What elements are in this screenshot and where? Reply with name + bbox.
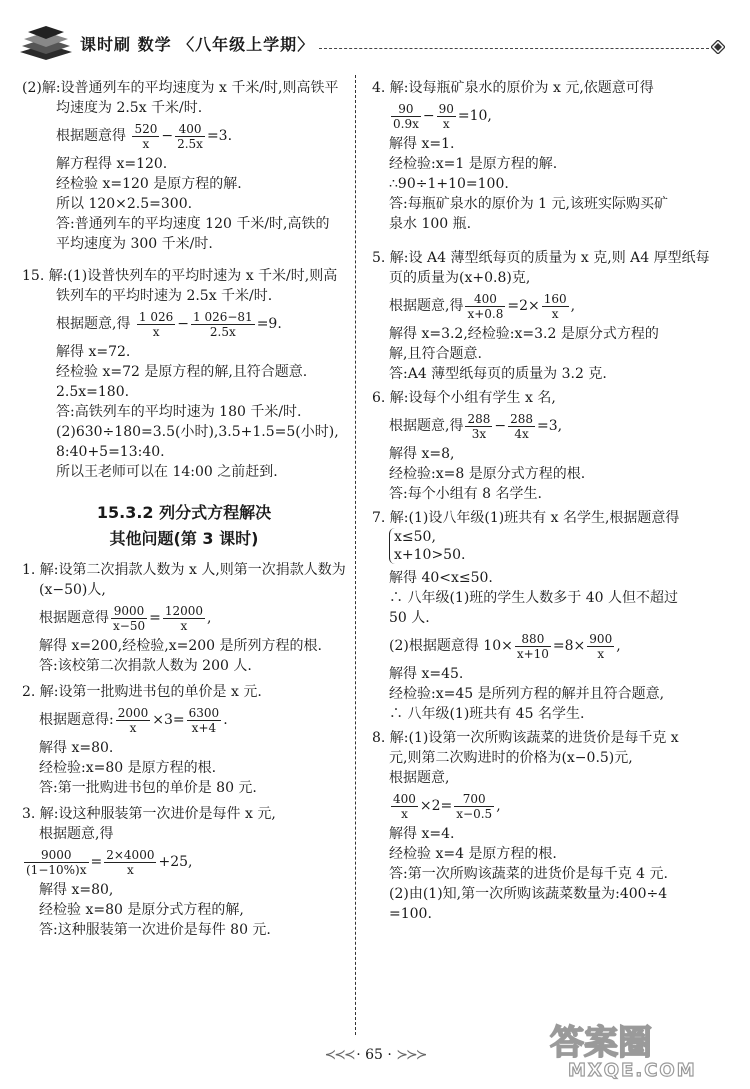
text-line: 元,则第二次购进时的价格为(x−0.5)元, <box>389 750 633 766</box>
text-line: 3. 解:设这种服装第一次进价是每件 x 元, <box>22 806 276 822</box>
text-line: 经检验 x=120 是原方程的解. <box>56 176 242 192</box>
text-line: 解得 x=8, <box>389 446 455 462</box>
numerator: 9000 <box>111 604 147 619</box>
inequality-system <box>372 528 712 568</box>
text-line: 经检验 x=80 是原分式方程的解, <box>39 902 244 918</box>
equation-suffix: =9. <box>256 316 282 332</box>
text-line: 经检验 x=72 是原方程的解,且符合题意. <box>56 364 308 380</box>
equation-prefix: 根据题意,得 <box>389 418 464 434</box>
denominator: 4x <box>514 426 529 441</box>
equation-operator: ×3= <box>152 712 185 728</box>
equation-operator: ×2= <box>419 798 453 814</box>
text-line: 6. 解:设每个小组有学生 x 名, <box>372 390 556 406</box>
text-line: 根据题意, <box>389 770 450 786</box>
text-line: 解得 x=80. <box>39 740 114 756</box>
text-line: 解得 x=1. <box>389 136 455 152</box>
equation-suffix: =3. <box>206 128 233 144</box>
text-line: 解得 x=72. <box>56 344 131 360</box>
text-line: (x−50)人, <box>39 582 106 598</box>
equation-line: (2)根据题意得 10× $\frac{880}{x+10}$ =8× $\frac{900}{x}$ , <box>389 631 621 661</box>
text-line: 答:第一批购进书包的单价是 80 元. <box>39 780 257 796</box>
text-line: 答:这种服装第一次进价是每件 80 元. <box>39 922 271 938</box>
text-line: 解得 x=200,经检验,x=200 是所列方程的根. <box>39 638 322 654</box>
watermark-text-top: 答案圈 <box>550 1023 652 1063</box>
text-line: 解得 40<x≤50. <box>389 570 493 586</box>
text-line: 均速度为 2.5x 千米/时. <box>56 100 203 116</box>
fraction <box>191 310 255 339</box>
denominator: 2.5x <box>209 324 236 339</box>
numerator: 9000 <box>24 848 89 863</box>
equation-line: 根据题意得: $\frac{2000}{x}$ ×3= $\frac{6300}{x+4}$ . <box>39 705 228 735</box>
equation-line: $\frac{400}{x}$ ×2= $\frac{700}{x-0.5}$ , <box>393 791 501 821</box>
equation-line: $\frac{9000}{(1-10\%)x}$ = $\frac{2\times 4000}{x}$ +25, <box>26 847 193 877</box>
denominator: x+4 <box>191 720 217 735</box>
fraction <box>587 632 614 661</box>
fraction <box>437 102 456 131</box>
fraction <box>104 848 156 877</box>
denominator: 3x <box>471 426 487 441</box>
inequality: x+10>50. <box>394 547 466 563</box>
text-line: 答:该校第二次捐款人数为 200 人. <box>39 658 252 674</box>
watermark-text-bottom: MXQE.COM <box>568 1060 697 1080</box>
denominator: 0.9x <box>393 116 419 131</box>
text-line: 1. 解:设第二次捐款人数为 x 人,则第一次捐款人数为 <box>22 562 346 578</box>
text-line: 7. 解:(1)设八年级(1)班共有 x 名学生,根据题意得 <box>372 510 680 526</box>
equation-operator: =8× <box>552 638 586 654</box>
fraction <box>515 632 551 661</box>
equation-prefix: 根据题意,得 <box>56 316 131 332</box>
text-line: 答:每瓶矿泉水的原价为 1 元,该班实际购买矿 <box>389 196 668 212</box>
text-line: 铁列车的平均时速为 2.5x 千米/时. <box>56 288 273 304</box>
equation-prefix: 根据题意得 <box>56 128 126 144</box>
denominator: x <box>126 862 134 877</box>
text-line: 答:高铁列车的平均时速为 180 千米/时. <box>56 404 302 420</box>
text-line: 经检验:x=80 是原方程的根. <box>39 760 217 776</box>
denominator: (1−10%)x <box>26 862 87 877</box>
text-line: 8. 解:(1)设第一次所购该蔬菜的进货价是每千克 x <box>372 730 679 746</box>
equation-prefix: 根据题意得: <box>39 712 114 728</box>
fraction <box>391 792 418 821</box>
fraction <box>175 122 205 151</box>
text-line: 所以王老师可以在 14:00 之前赶到. <box>56 464 278 480</box>
denominator: 2.5x <box>177 136 203 151</box>
equation-line: 根据题意,得 $\frac{400}{x+0.8}$ =2× $\frac{160}{x}$ , <box>389 291 576 321</box>
text-line: 根据题意,得 <box>39 826 114 842</box>
numerator: 880 <box>515 632 551 647</box>
header-rule <box>319 48 709 49</box>
numerator: 2000 <box>117 705 149 720</box>
ornament-left: ≺≺≺ <box>324 1047 357 1063</box>
fraction <box>187 706 222 735</box>
numerator: 400 <box>175 122 205 137</box>
text-line: 解,且符合题意. <box>389 346 482 362</box>
section-subtitle: 其他问题(第 3 课时) <box>109 529 259 548</box>
equation-line: 根据题意,得 $\frac{288}{3x}$ − $\frac{288}{4x}$ =3, <box>389 411 563 441</box>
system-brace <box>389 528 465 564</box>
numerator: 90 <box>438 101 454 116</box>
text-line: 解得 x=3.2,经检验:x=3.2 是原分式方程的 <box>389 326 659 342</box>
denominator: x+0.8 <box>467 306 504 321</box>
denominator: x <box>152 324 160 339</box>
denominator: x−0.5 <box>456 806 493 821</box>
text-line: 页的质量为(x+0.8)克, <box>389 270 531 286</box>
brand-title: 课时刷 数学 <box>80 35 172 54</box>
text-line: 经检验 x=4 是原方程的根. <box>389 846 557 862</box>
numerator: 6300 <box>188 705 220 720</box>
text-line: 经检验:x=8 是原分式方程的根. <box>389 466 586 482</box>
denominator: x <box>551 306 559 321</box>
fraction <box>465 292 505 321</box>
text-line: (2)由(1)知,第一次所购该蔬菜数量为:400÷4 <box>389 886 668 902</box>
denominator: x <box>142 136 150 151</box>
page-header <box>14 22 736 62</box>
fraction <box>163 604 205 633</box>
text-line: 泉水 100 瓶. <box>389 216 472 232</box>
text-line: 50 人. <box>389 610 430 626</box>
numerator: 400 <box>465 292 505 307</box>
text-line: 8:40+5=13:40. <box>56 444 165 460</box>
inequality: x≤50, <box>394 529 436 545</box>
text-line: 2. 解:设第一批购进书包的单价是 x 元. <box>22 684 262 700</box>
text-line: 解得 x=80, <box>39 882 114 898</box>
right-column <box>372 78 712 924</box>
numerator: 160 <box>543 291 567 306</box>
equation-prefix: (2)根据题意得 10× <box>389 638 513 654</box>
fraction <box>116 706 151 735</box>
numerator: 520 <box>134 121 158 136</box>
equation-operator: =2× <box>507 298 540 314</box>
ornament-right: ≻≻≻ <box>396 1047 426 1063</box>
fraction <box>542 292 569 321</box>
fraction <box>508 412 535 441</box>
equation-line: 根据题意得 $\frac{520}{x}$ − $\frac{400}{2.5x}$ =3. <box>56 121 233 151</box>
text-line: 解得 x=45. <box>389 666 464 682</box>
equation-line: $\frac{90}{0.9x}$ − $\frac{90}{x}$ =10, <box>393 101 492 131</box>
denominator: x <box>401 806 408 821</box>
text-line: 所以 120×2.5=300. <box>56 196 193 212</box>
equation-prefix: 根据题意得 <box>39 610 109 626</box>
fraction <box>24 848 89 877</box>
equation-line: 根据题意得 $\frac{9000}{x-50}$ = $\frac{12000}{x}$ , <box>39 603 212 633</box>
fraction <box>454 792 494 821</box>
left-column <box>22 78 346 940</box>
text-line: 平均速度为 300 千米/时. <box>56 236 213 252</box>
numerator: 400 <box>393 791 416 806</box>
denominator: x <box>129 720 137 735</box>
numerator: 288 <box>467 411 491 426</box>
text-line: 答:第一次所购该蔬菜的进货价是每千克 4 元. <box>389 866 668 882</box>
watermark-logo <box>540 1020 745 1080</box>
denominator: x+10 <box>516 646 549 661</box>
text-line: ∴ 八年级(1)班的学生人数多于 40 人但不超过 <box>389 590 678 606</box>
fraction <box>465 412 492 441</box>
numerator: 1 026−81 <box>193 309 253 324</box>
fraction <box>137 310 175 339</box>
fraction <box>391 102 421 131</box>
denominator: x−50 <box>113 618 146 633</box>
page-number <box>300 1047 450 1063</box>
denominator: x <box>442 116 450 131</box>
text-line: 答:普通列车的平均速度 120 千米/时,高铁的 <box>56 216 330 232</box>
text-line: ∴90÷1+10=100. <box>389 176 509 192</box>
text-line: 答:每个小组有 8 名学生. <box>389 486 542 502</box>
text-line: 15. 解:(1)设普快列车的平均时速为 x 千米/时,则高 <box>22 268 338 284</box>
numerator: 900 <box>589 631 613 646</box>
text-line: 解方程得 x=120. <box>56 156 168 172</box>
text-line: 5. 解:设 A4 薄型纸每页的质量为 x 克,则 A4 厚型纸每 <box>372 250 710 266</box>
denominator: x <box>180 618 188 633</box>
numerator: 1 026 <box>138 309 174 324</box>
page-number-text: · 65 · <box>356 1047 392 1063</box>
fraction <box>111 604 147 633</box>
grade-label: 八年级上学期 <box>195 35 298 54</box>
column-divider <box>355 75 356 1035</box>
header-brand: 课时刷 数学 〈八年级上学期〉 <box>80 35 315 54</box>
section-title: 15.3.2 列分式方程解决 <box>96 503 272 522</box>
numerator: 12000 <box>164 603 204 618</box>
text-line: 4. 解:设每瓶矿泉水的原价为 x 元,依题意可得 <box>372 80 654 96</box>
books-icon <box>16 22 74 62</box>
text-line: 2.5x=180. <box>56 384 130 400</box>
text-line: (2)解:设普通列车的平均速度为 x 千米/时,则高铁平 <box>22 80 339 96</box>
equation-line: 根据题意,得 $\frac{1 026}{x}$ − $\frac{1 026-81}{2.5x}$ =9. <box>56 309 282 339</box>
fraction <box>132 122 159 151</box>
numerator: 700 <box>454 792 494 807</box>
text-line: (2)630÷180=3.5(小时),3.5+1.5=5(小时), <box>56 424 339 440</box>
equation-prefix: 根据题意,得 <box>389 298 464 314</box>
text-line: ∴ 八年级(1)班共有 45 名学生. <box>389 706 585 722</box>
diamond-icon <box>711 40 725 54</box>
text-line: 经检验:x=1 是原方程的解. <box>389 156 558 172</box>
text-line: 答:A4 薄型纸每页的质量为 3.2 克. <box>389 366 607 382</box>
numerator: 288 <box>510 411 533 426</box>
text-line: 经检验:x=45 是所列方程的解并且符合题意, <box>389 686 665 702</box>
denominator: x <box>597 646 605 661</box>
equation-suffix: =3, <box>537 418 563 434</box>
numerator: 2×4000 <box>106 847 155 862</box>
equation-suffix: +25, <box>158 854 193 870</box>
equation-suffix: =10, <box>457 108 492 124</box>
text-line: =100. <box>389 906 432 922</box>
numerator: 90 <box>391 102 421 117</box>
text-line: 解得 x=4. <box>389 826 455 842</box>
